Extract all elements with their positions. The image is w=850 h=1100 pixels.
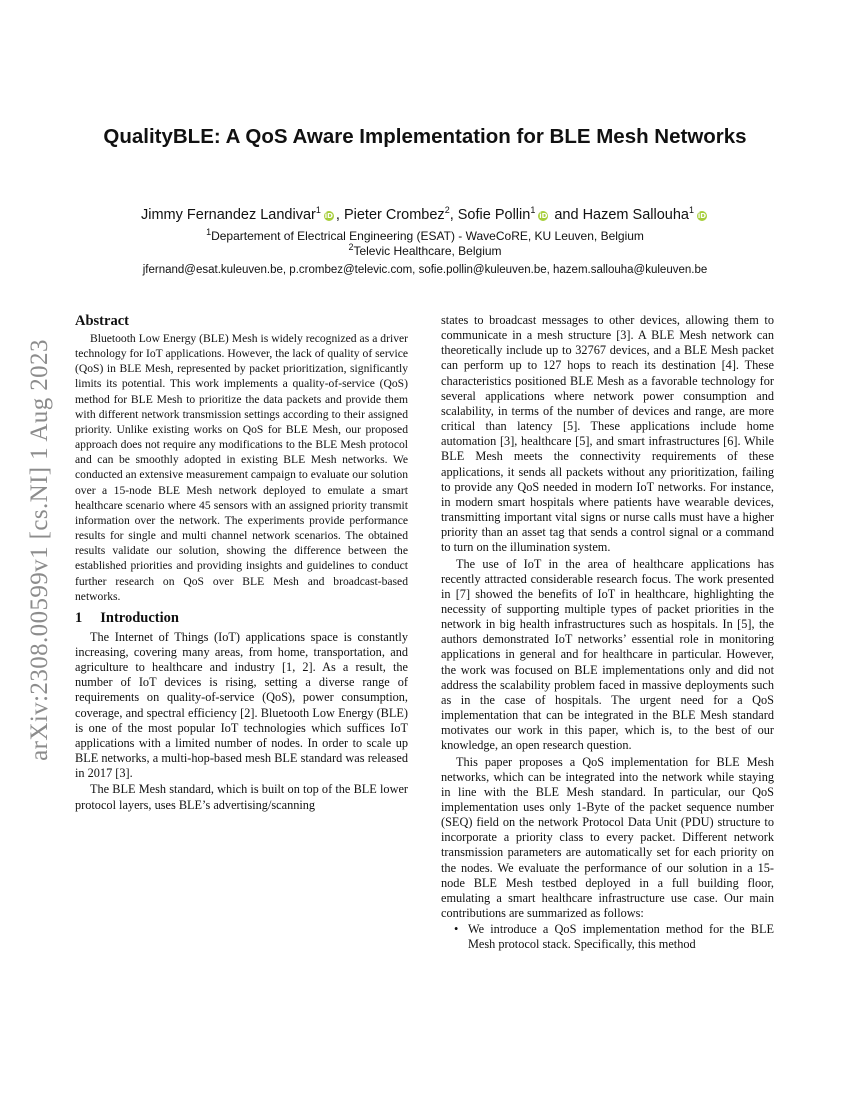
author-affil-mark: 1 (688, 205, 694, 216)
paper-title: QualityBLE: A QoS Aware Implementation for BLE Mesh Networks (103, 125, 747, 148)
affiliation-text: Televic Healthcare, Belgium (353, 244, 502, 258)
section-heading-introduction (75, 610, 408, 627)
right-column (441, 313, 774, 953)
affiliation (60, 229, 790, 244)
section-number: 1 (75, 609, 83, 626)
author-affil-mark: 1 (530, 205, 536, 216)
paragraph: The BLE Mesh standard, which is built on top of the BLE lower protocol layers, uses BLE’s advertising/scanning (75, 782, 408, 812)
orcid-icon[interactable]: iD (539, 212, 548, 220)
arxiv-stamp: arXiv:2308.00599v1 [cs.NI] 1 Aug 2023 (26, 339, 53, 761)
orcid-icon[interactable]: iD (697, 212, 707, 220)
affiliation-text: Departement of Electrical Engineering (ESAT) - WaveCoRE, KU Leuven, Belgium (211, 229, 644, 243)
author-line (60, 206, 790, 224)
abstract-heading: Abstract (75, 313, 129, 329)
author-name: Hazem Sallouha (582, 207, 689, 223)
section-title: Introduction (100, 609, 179, 626)
author-affil-mark: 2 (444, 205, 450, 216)
author-emails: jfernand@esat.kuleuven.be, p.crombez@televic.com, sofie.pollin@kuleuven.be, hazem.sallouha@kuleuven.be (142, 264, 708, 276)
affiliation (60, 244, 790, 259)
contribution-list (441, 922, 774, 952)
author-separator: , (449, 207, 458, 223)
contribution-item: • We introduce a QoS implementation method for the BLE Mesh protocol stack. Specifically, this method (468, 922, 774, 952)
affiliation-mark: 1 (206, 227, 212, 237)
paragraph: The use of IoT in the area of healthcare applications has recently attracted considerable research focus. The work presented in [7] showed the benefits of IoT in healthcare, highlighting the necessity of supporting multiple types of packet priorities in the network in big health infrastructures such as hospitals. In [5], the authors demonstrated IoT networks’ essential role in monitoring applications in general and for healthcare in particular. However, the work was focused on BLE implementations only and did not address the scalability problem faced in massive deployments such as in the case of hospitals. The urgent need for a QoS implementation that can be integrated in the BLE Mesh standard motivates our work in this paper, which is, to the best of our knowledge, an open research question. (441, 556, 774, 753)
author-separator: and (550, 207, 583, 223)
paragraph: This paper proposes a QoS implementation for BLE Mesh networks, which can be integrated into the network while staying in line with the BLE Mesh standard. In particular, our QoS implementation uses only 1-Byte of the packet sequence number (SEQ) field on the network Protocol Data Unit (PDU) structure to incorporate a priority class to every packet. Different network transmission parameters are automatically set for each priority on the nodes. We evaluate the performance of our solution in a 15-node BLE Mesh testbed deployed in a full building floor, emulating a smart healthcare infrastructure use case. Our main contributions are summarized as follows: (441, 754, 774, 921)
author-name: Pieter Crombez (343, 207, 445, 223)
orcid-icon[interactable]: iD (324, 212, 333, 220)
author-name: Sofie Pollin (457, 207, 531, 223)
abstract-text: Bluetooth Low Energy (BLE) Mesh is widely recognized as a driver technology for IoT applications. However, the lack of quality of service (QoS) in BLE Mesh, represented by packet prioritization, significantly limits its potential. This work implements a quality-of-service (QoS) method for BLE Mesh to prioritize the data packets and provide them with different network transmission settings according to their assigned priority. Unlike existing works on QoS for BLE Mesh, our proposed approach does not require any modifications to the BLE Mesh protocol and can be smoothly adopted in existing BLE Mesh networks. We conducted an extensive measurement campaign to evaluate our solution over a 15-node BLE Mesh network deployed to emulate a smart healthcare scenario where 45 sensors with an assigned priority transmit information over the network. The experiments provide performance results for single and multi channel network scenarios. The obtained results validate our solution, showing the difference between the established priorities and providing insights and guidelines to conduct further research on QoS over BLE Mesh and broadcast-based networks. (75, 332, 408, 603)
paragraph: The Internet of Things (IoT) applications space is constantly increasing, covering many areas, from home, transportation, and agriculture to healthcare and industry [1, 2]. As a result, the number of IoT devices is rising, setting a diverse range of requirements on quality-of-service (QoS), power consumption, coverage, and spectral efficiency [2]. Bluetooth Low Energy (BLE) is one of the most popular IoT technologies which suffices IoT applications with a limited number of nodes. In order to scale up BLE networks, a multi-hop-based mesh BLE standard was released in 2017 [3]. (75, 629, 408, 781)
left-column (75, 313, 408, 813)
paragraph-continued: states to broadcast messages to other devices, allowing them to communicate in a mesh structure [3]. A BLE Mesh network can theoretically include up to 32767 devices, and a BLE Mesh packet can perform up to 127 hops to reach its destination [4]. These characteristics positioned BLE Mesh as a favorable technology for several applications where network power consumption and scalability, in terms of the number of devices and range, are more critical than latency [5]. These applications include home automation [3], healthcare [5], and smart infrastructures [6]. While BLE Mesh meets the connectivity requirements of these applications, it sends all packets without any prioritization, failing to provide any QoS needed in modern IoT networks. For instance, in modern smart hospitals where patients have wearable devices, transmitting important vital signs or nurse calls must have a higher priority than an asset tag that sends a control signal or a command to turn on the illumination system. (441, 313, 774, 555)
affiliation-mark: 2 (348, 242, 354, 252)
author-separator: , (335, 207, 344, 223)
author-name: Jimmy Fernandez Landivar (140, 207, 316, 223)
author-affil-mark: 1 (315, 205, 321, 216)
